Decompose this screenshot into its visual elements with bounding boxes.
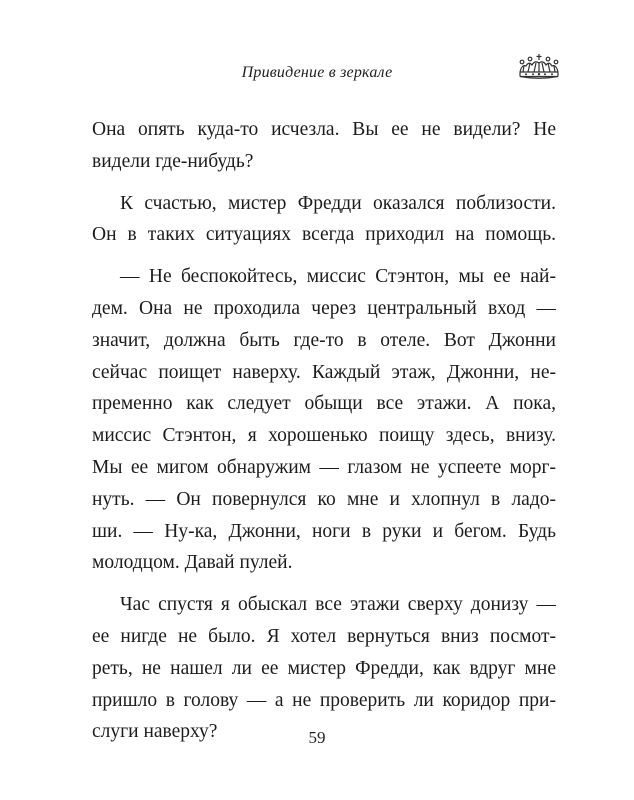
page-number: 59 (308, 728, 326, 747)
text-line: сейчас поищет наверху. Каждый этаж, Джонни, не- (92, 361, 556, 383)
text-line: пременно как следует обыщи все этажи. А пока, (92, 393, 556, 415)
text-line: слуги наверху? (92, 721, 218, 743)
text-line: Час спустя я обыскал все этажи сверху донизу — (120, 594, 556, 616)
text-line: ее нигде не было. Я хотел вернуться вниз посмот- (92, 625, 556, 647)
text-line: К счастью, мистер Фредди оказался поблизости. (120, 192, 556, 214)
text-line: — Не беспокойтесь, миссис Стэнтон, мы ее най- (120, 266, 556, 288)
running-title: Привидение в зеркале (241, 64, 393, 81)
crown-icon (516, 52, 562, 82)
text-line: миссис Стэнтон, я хорошенько поищу здесь, внизу. (92, 425, 556, 447)
body-text (92, 114, 556, 748)
text-line: молодцом. Давай пулей. (92, 552, 293, 574)
text-line: значит, должна быть где-то в отеле. Вот Джонни (92, 329, 556, 351)
text-line: реть, не нашел ли ее мистер Фредди, как вдруг мне (92, 657, 556, 679)
text-line: ши. — Ну-ка, Джонни, ноги в руки и бегом. Будь (92, 520, 556, 542)
text-line: нуть. — Он повернулся ко мне и хлопнул в ладо- (92, 488, 556, 510)
text-line: пришло в голову — а не проверить ли коридор при- (92, 689, 556, 711)
text-line: Мы ее мигом обнаружим — глазом не успеете морг- (92, 456, 556, 478)
text-line: дем. Она не проходила через центральный вход — (92, 297, 556, 319)
text-line: Она опять куда-то исчезла. Вы ее не видели? Не (92, 119, 556, 140)
text-line: видели где-нибудь? (92, 150, 254, 172)
text-line: Он в таких ситуациях всегда приходил на помощь. (92, 224, 556, 246)
